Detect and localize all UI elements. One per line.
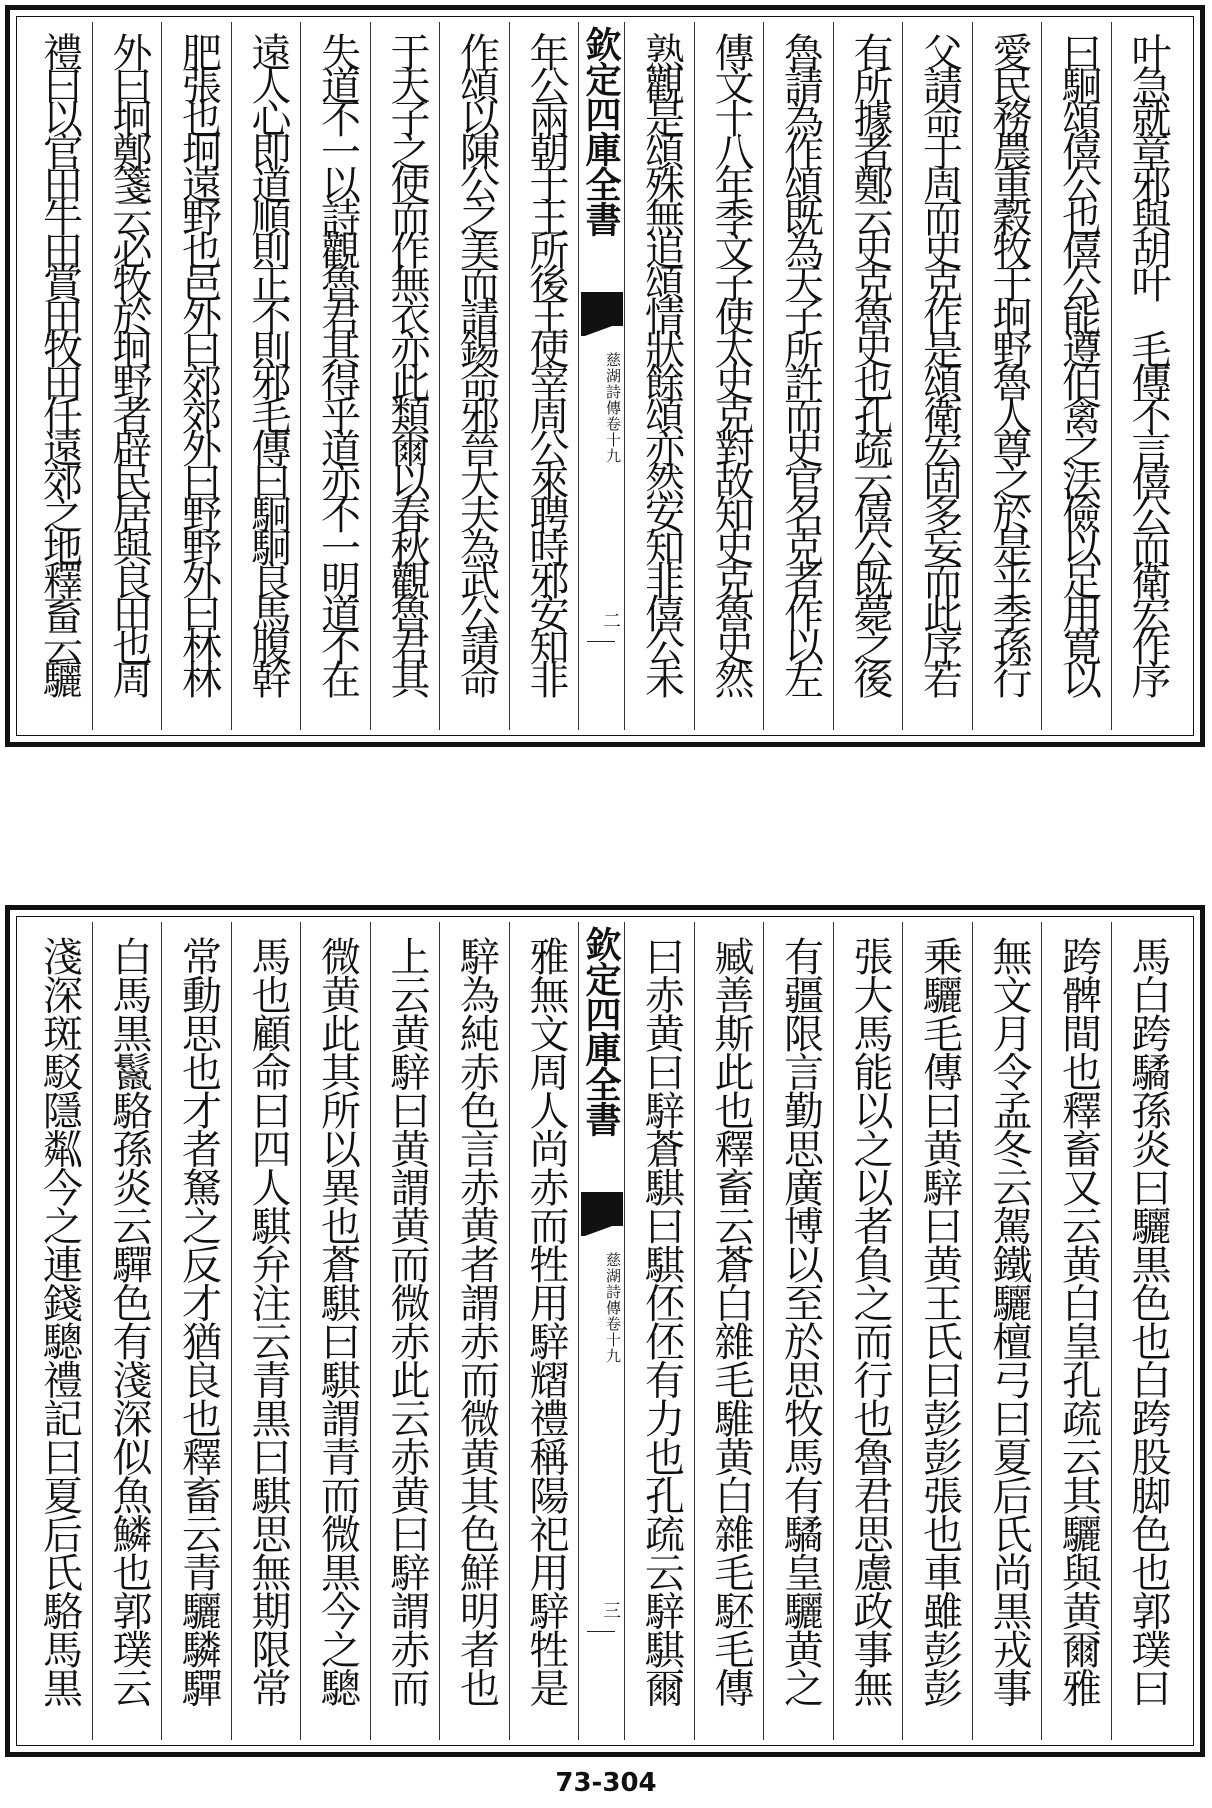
banner-rule bbox=[587, 1631, 615, 1632]
text-column: 傳文十八年季文子使太史克對故知史克魯史然 bbox=[694, 22, 764, 730]
text-column: 曰駉頌僖公也僖公能遵伯禽之法儉以足用寛以 bbox=[1041, 22, 1111, 730]
text-column: 跨髀間也釋畜又云黄白皇孔疏云其驪與黄爾雅 bbox=[1041, 922, 1111, 1740]
text-column: 雅無文周人尚赤而牲用騂𦒉禮稱陽祀用騂牲是 bbox=[509, 922, 579, 1740]
text-column: 白馬黒鬣駱孫炎云驒色有淺深似魚鱗也郭璞云 bbox=[92, 922, 162, 1740]
lower-page-frame bbox=[5, 905, 1205, 1757]
text-column: 禮曰以官田牛田賞田牧田任遠郊之地釋畜云驪 bbox=[36, 32, 83, 692]
text-column: 遠人心即道順則正不則邪毛傳曰駉駉良馬腹幹 bbox=[231, 22, 301, 730]
text-column: 有疆限言勤思廣博以至於思牧馬有驈皇驪黄之 bbox=[763, 922, 833, 1740]
banner-title: 欽定四庫全書 bbox=[580, 26, 622, 236]
text-column: 上云黄騂曰黄謂黄而微赤此云赤黄曰騂謂赤而 bbox=[370, 922, 440, 1740]
text-column: 于天子之使而作無衣亦此類爾以春秋觀魯君其 bbox=[370, 22, 440, 730]
fish-tail-mark-icon bbox=[581, 1192, 623, 1226]
text-column: 微黄此其所以異也蒼騏曰騏謂青而微黒今之驄 bbox=[300, 922, 370, 1740]
text-column: 外曰坰鄭箋云必牧於坰野者辟民居與良田也周 bbox=[92, 22, 162, 730]
banner-title: 欽定四庫全書 bbox=[580, 926, 622, 1136]
text-column: 馬也顧命曰四人騏弁注云青黒曰騏思無期限常 bbox=[231, 922, 301, 1740]
page-footer-number: 73-304 bbox=[555, 1768, 657, 1798]
banner-book-title: 慈湖詩傳 bbox=[604, 1252, 622, 1316]
text-column: 淺深斑駁隱粼今之連錢驄禮記曰夏后氏駱馬黒 bbox=[36, 936, 83, 1706]
text-column: 作頌以陳公之美而請錫命邪晉大夫為武公請命 bbox=[439, 22, 509, 730]
text-column: 年公兩朝于王所後王使宰周公來聘時邪安知非 bbox=[509, 22, 579, 730]
text-column: 失道不一以詩觀魯君其得乎道亦不一明道不在 bbox=[300, 22, 370, 730]
banner-page-number: 三 bbox=[600, 1601, 621, 1619]
text-column: 有所據者鄭云史克魯史也孔疏云僖公既薨之後 bbox=[833, 22, 903, 730]
text-column: 叶急就章邪與胡叶 毛傳不言僖公而衛宏作序 bbox=[1111, 22, 1181, 730]
text-column: 肥張也坰遠野也邑外曰郊郊外曰野野外曰林林 bbox=[161, 22, 231, 730]
text-column: 馬白跨驈孫炎曰驪黒色也白跨股脚色也郭璞曰 bbox=[1111, 922, 1181, 1740]
text-column: 常動思也才者駑之反才猶良也釋畜云青驪驎驒 bbox=[161, 922, 231, 1740]
banner-book-title: 慈湖詩傳 bbox=[604, 352, 622, 416]
banner-book-volume bbox=[579, 1252, 623, 1364]
text-column: 魯請為作頌既為天子所許而史官名克者作以左 bbox=[763, 22, 833, 730]
banner-volume: 卷十九 bbox=[604, 1316, 622, 1364]
banner-page-number: 二 bbox=[600, 611, 621, 629]
text-column: 曰赤黄曰騂蒼騏曰騏伾伾有力也孔疏云騂騏爾 bbox=[624, 922, 694, 1740]
text-column: 無文月令孟冬云駕鐵驪檀弓曰夏后氏尚黒戎事 bbox=[972, 922, 1042, 1740]
text-column: 騂為純赤色言赤黄者謂赤而微黄其色鮮明者也 bbox=[439, 922, 509, 1740]
center-fold-banner bbox=[578, 922, 624, 1740]
text-column: 乗驪毛傳曰黄騂曰黄王氏曰彭彭張也車雖彭彭 bbox=[902, 922, 972, 1740]
lower-text-columns bbox=[22, 922, 1180, 1740]
text-column: 熟觀是頌殊無追頌情狀餘頌亦然安知非僖公未 bbox=[624, 22, 694, 730]
text-column: 愛民務農重穀牧于坰野魯人尊之於是乎季孫行 bbox=[972, 22, 1042, 730]
text-column: 父請命于周而史克作是頌衛宏固多妄而此序若 bbox=[902, 22, 972, 730]
banner-volume: 卷十九 bbox=[604, 416, 622, 464]
text-column: 臧善斯此也釋畜云蒼白雜毛騅黄白雜毛駓毛傳 bbox=[694, 922, 764, 1740]
text-column: 張大馬能以之以者負之而行也魯君思慮政事無 bbox=[833, 922, 903, 1740]
